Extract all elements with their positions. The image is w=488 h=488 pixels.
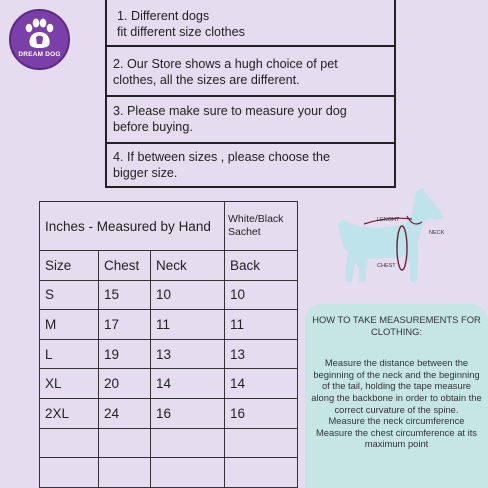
cell-size: M — [40, 310, 99, 340]
cell-neck: 13 — [151, 339, 225, 369]
cell-chest: 19 — [99, 339, 151, 369]
table-row — [40, 280, 298, 310]
table-row — [40, 339, 298, 369]
neck-label: NECK — [429, 230, 445, 236]
cell-size: XL — [40, 369, 99, 399]
cell-size: S — [40, 280, 99, 310]
cell-back: 16 — [225, 398, 298, 428]
cell-back: 10 — [225, 280, 298, 310]
notes-box — [105, 0, 396, 188]
cell-chest: 15 — [99, 280, 151, 310]
cell-chest: 20 — [99, 369, 151, 399]
cell-back: 14 — [225, 369, 298, 399]
table-title: Inches - Measured by Hand — [40, 202, 225, 251]
dog-measurement-diagram — [330, 186, 454, 290]
measurement-info-box — [305, 304, 488, 488]
size-table — [39, 201, 298, 488]
note-1: 1. Different dogs fit different size clothes — [117, 9, 245, 39]
cell-empty — [99, 428, 151, 458]
note-3: 3. Please make sure to measure your dog before buying. — [107, 95, 394, 142]
dream-dog-logo — [9, 9, 70, 70]
table-row — [40, 398, 298, 428]
table-row — [40, 369, 298, 399]
header-back: Back — [225, 251, 298, 281]
table-row-empty — [40, 428, 298, 458]
cell-neck: 11 — [151, 310, 225, 340]
note-2: 2. Our Store shows a hugh choice of pet clothes, all the sizes are different. — [107, 45, 394, 95]
cell-empty — [99, 458, 151, 488]
cell-empty — [151, 458, 225, 488]
table-row-empty — [40, 458, 298, 488]
cell-empty — [151, 428, 225, 458]
cell-neck: 14 — [151, 369, 225, 399]
length-label: LENGHT — [377, 217, 400, 223]
table-row — [40, 310, 298, 340]
logo-text: DREAM DOG — [18, 51, 61, 58]
table-note: White/Black Sachet — [225, 202, 298, 251]
header-size: Size — [40, 251, 99, 281]
cell-size: 2XL — [40, 398, 99, 428]
cell-back: 13 — [225, 339, 298, 369]
cell-empty — [225, 428, 298, 458]
cell-empty — [225, 458, 298, 488]
paw-icon — [11, 11, 68, 68]
cell-size: L — [40, 339, 99, 369]
info-title: HOW TO TAKE MEASUREMENTS FOR CLOTHING: — [312, 314, 481, 337]
note-4: 4. If between sizes , please choose the bigger size. — [107, 142, 394, 186]
info-body: Measure the distance between the beginning of the neck and the beginning of the tail, holding the tape measure along the backbone in order to obtain the correct curvature of the spine. Measure the neck circumference Measure the chest circumference at its maximum point — [311, 357, 482, 450]
table-header-row — [40, 251, 298, 281]
cell-back: 11 — [225, 310, 298, 340]
cell-empty — [40, 428, 99, 458]
cell-neck: 16 — [151, 398, 225, 428]
cell-empty — [40, 458, 99, 488]
cell-chest: 17 — [99, 310, 151, 340]
cell-neck: 10 — [151, 280, 225, 310]
header-chest: Chest — [99, 251, 151, 281]
header-neck: Neck — [151, 251, 225, 281]
chest-label: CHEST — [377, 263, 396, 269]
cell-chest: 24 — [99, 398, 151, 428]
